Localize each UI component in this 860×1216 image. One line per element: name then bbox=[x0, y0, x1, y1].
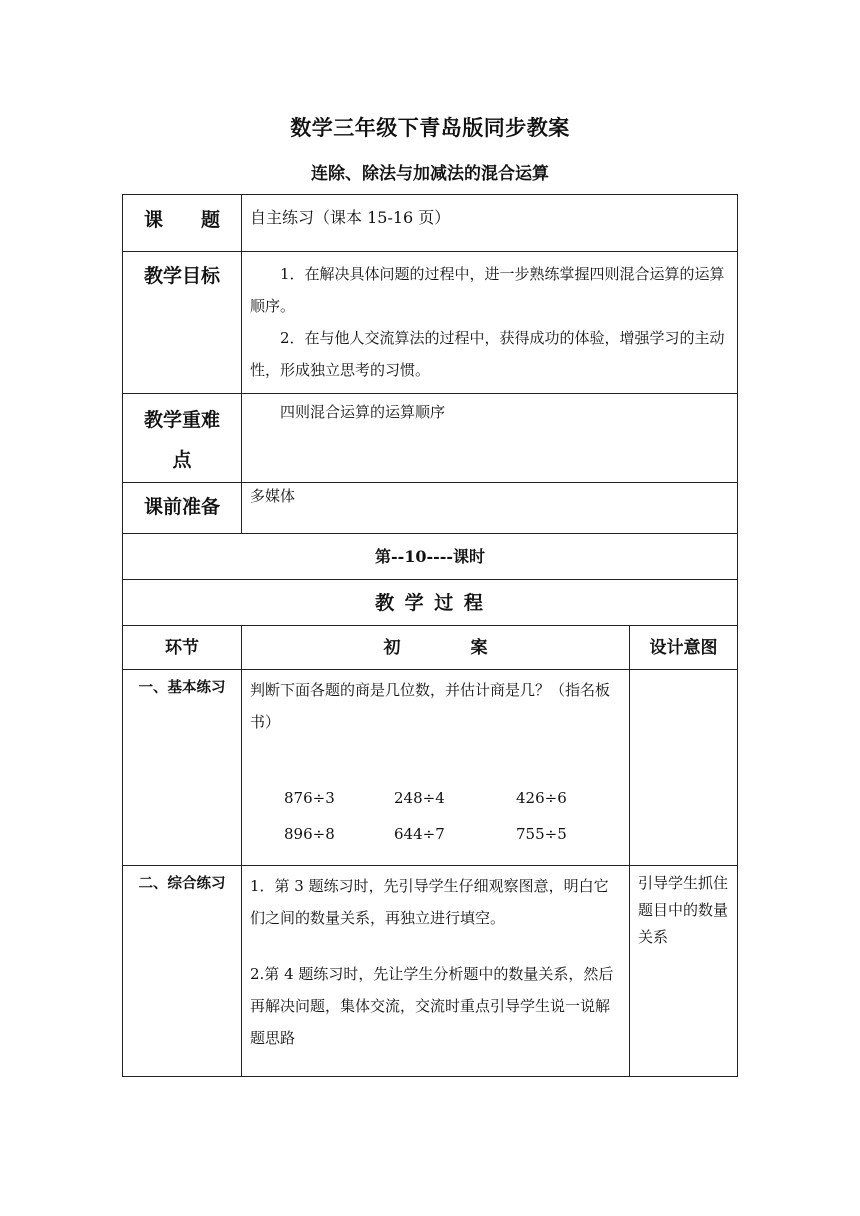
equation: 876÷3 bbox=[284, 789, 335, 807]
key-points-label-line2: 点 bbox=[172, 449, 192, 471]
section-item: 2.第 4 题练习时，先让学生分析题中的数量关系，然后再解决问题，集体交流，交流时重点引导学生说一说解题思路 bbox=[250, 965, 614, 1047]
goals-row bbox=[123, 252, 737, 394]
equation: 248÷4 bbox=[394, 789, 445, 807]
section-item: 1．第 3 题练习时，先引导学生仔细观察图意，明白它们之间的数量关系，再独立进行填空。 bbox=[250, 877, 609, 927]
section-content bbox=[241, 670, 629, 865]
section-instruction: 判断下面各题的商是几位数，并估计商是几？（指名板书） bbox=[250, 681, 611, 731]
lesson-plan-table bbox=[122, 194, 738, 1077]
topic-row bbox=[123, 195, 737, 252]
section-intent: 引导学生抓住题目中的数量关系 bbox=[629, 866, 737, 1076]
equation: 426÷6 bbox=[516, 789, 567, 807]
equation-list bbox=[284, 782, 621, 850]
equation: 755÷5 bbox=[516, 825, 567, 843]
section-row bbox=[123, 670, 737, 866]
process-heading: 教 学 过 程 bbox=[375, 592, 485, 614]
topic-value: 自主练习（课本 15-16 页） bbox=[241, 195, 737, 251]
section-name: 一、基本练习 bbox=[138, 679, 226, 696]
equation: 896÷8 bbox=[284, 825, 335, 843]
topic-label: 课 题 bbox=[143, 209, 220, 231]
equation: 644÷7 bbox=[394, 825, 445, 843]
process-row bbox=[123, 580, 737, 626]
column-header-row bbox=[123, 626, 737, 670]
prep-row bbox=[123, 483, 737, 534]
document-title: 数学三年级下青岛版同步教案 bbox=[290, 115, 570, 140]
col-section-header: 环节 bbox=[165, 638, 199, 658]
key-points-value: 四则混合运算的运算顺序 bbox=[241, 394, 737, 482]
goal-item: 1．在解决具体问题的过程中，进一步熟练掌握四则混合运算的运算顺序。 bbox=[250, 265, 725, 315]
key-points-label-line1: 教学重难 bbox=[143, 409, 220, 431]
prep-value: 多媒体 bbox=[241, 483, 737, 533]
lesson-number: 第--10----课时 bbox=[374, 547, 486, 566]
col-intent-header: 设计意图 bbox=[629, 626, 737, 669]
document-subtitle: 连除、除法与加减法的混合运算 bbox=[311, 164, 549, 184]
prep-label: 课前准备 bbox=[143, 496, 220, 518]
section-row bbox=[123, 866, 737, 1076]
goals-label: 教学目标 bbox=[143, 265, 220, 287]
key-points-row bbox=[123, 394, 737, 483]
section-name: 二、综合练习 bbox=[138, 875, 226, 892]
col-plan-header: 初案 bbox=[241, 626, 629, 669]
lesson-row bbox=[123, 534, 737, 580]
section-content bbox=[241, 866, 629, 1076]
goals-content bbox=[241, 252, 737, 393]
goal-item: 2．在与他人交流算法的过程中，获得成功的体验，增强学习的主动性，形成独立思考的习惯。 bbox=[250, 329, 725, 379]
section-intent bbox=[629, 670, 737, 865]
key-points-label bbox=[123, 394, 241, 482]
